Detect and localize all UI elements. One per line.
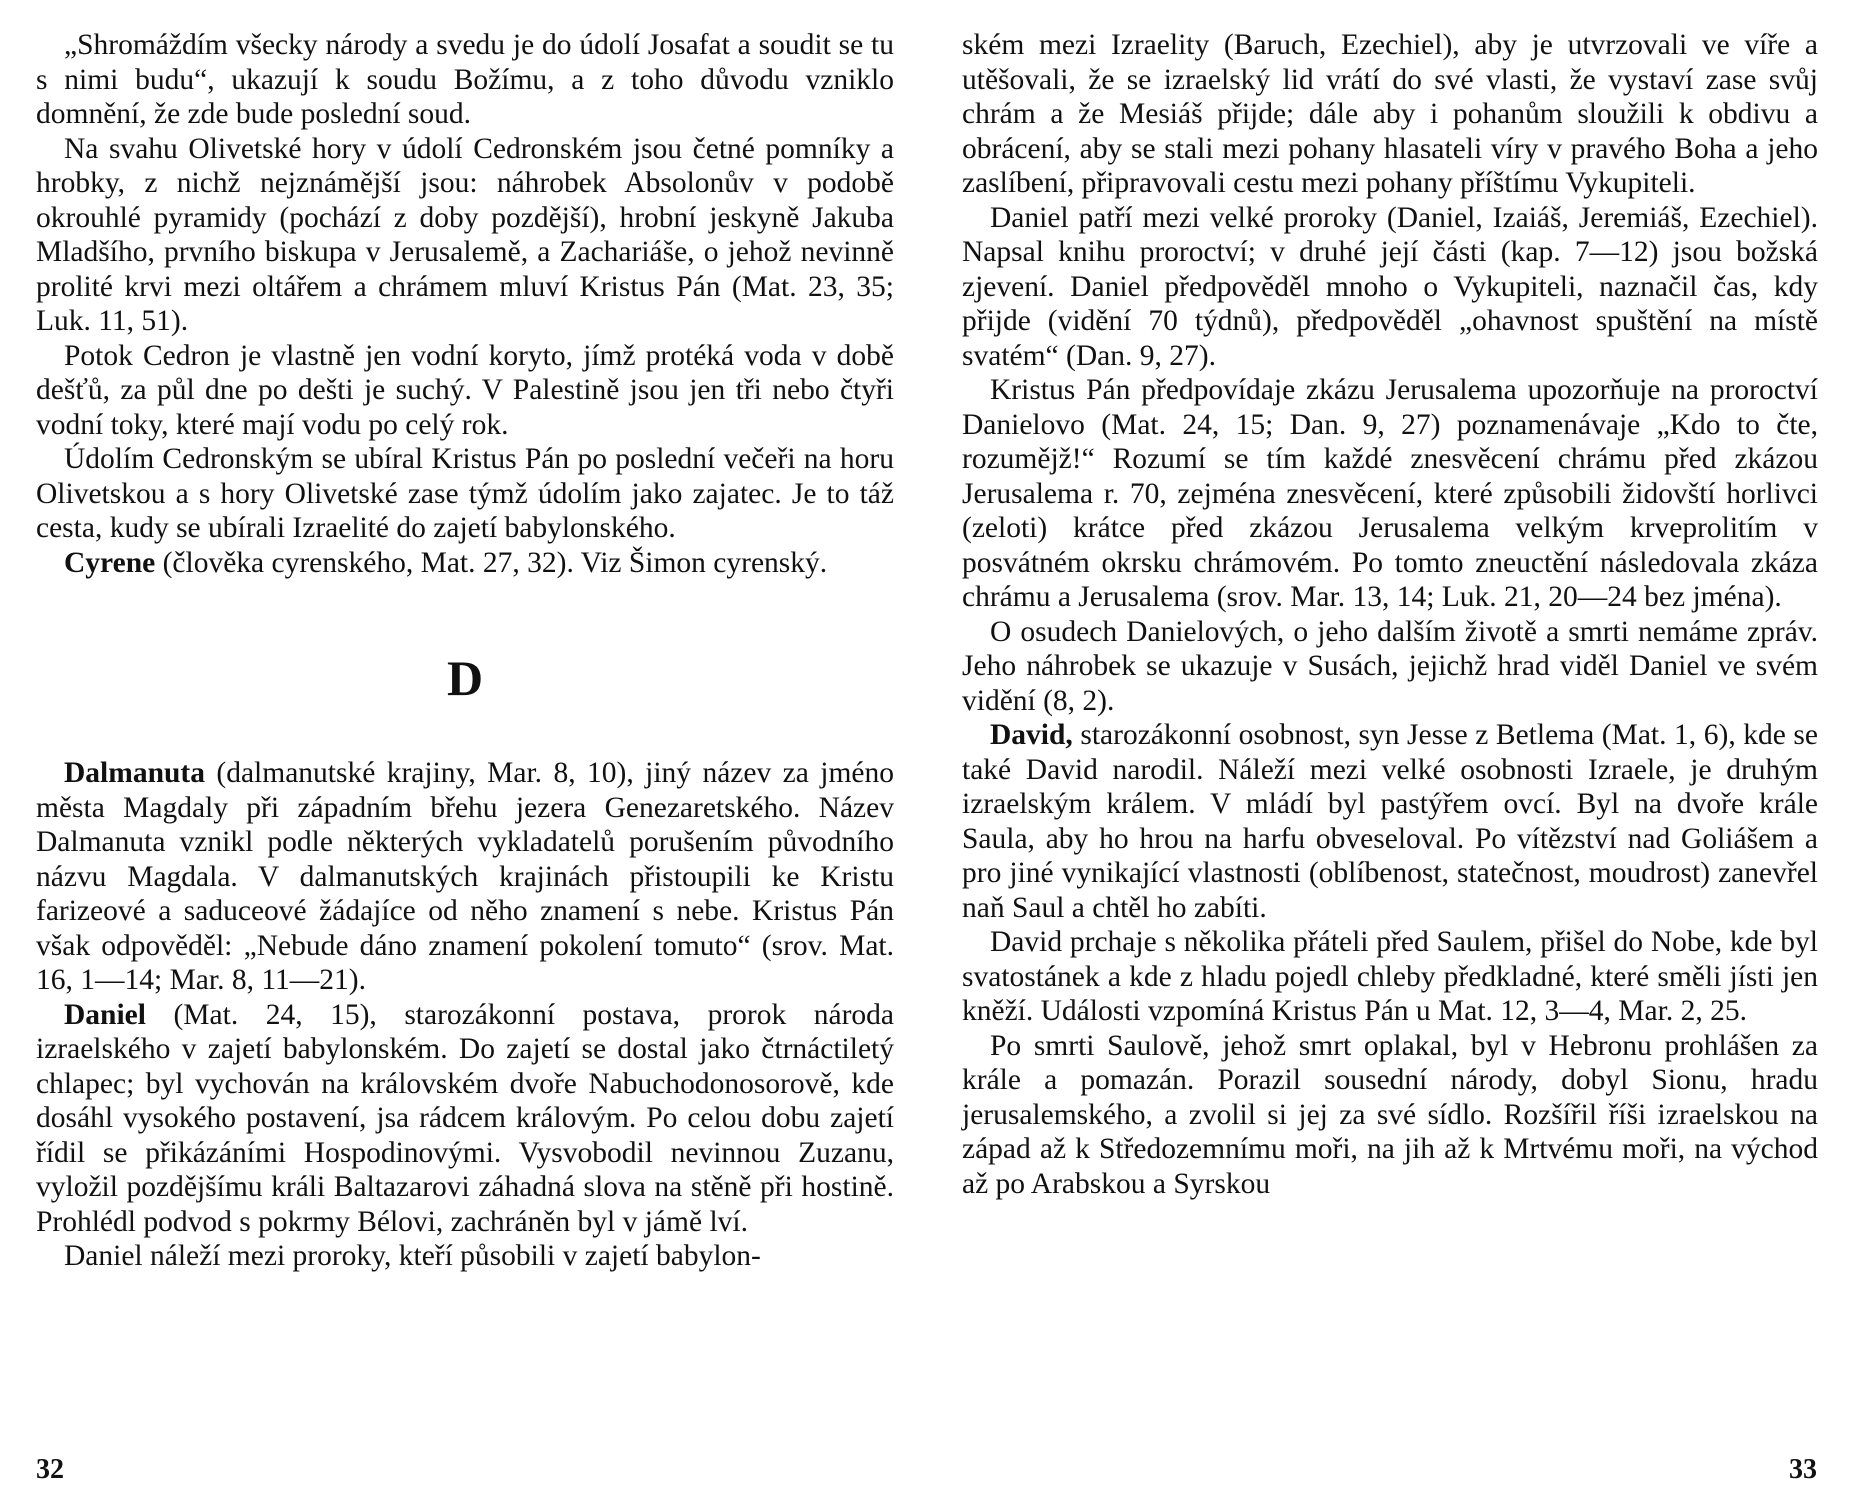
left-page	[36, 28, 894, 1274]
paragraph-text: (dalmanutské krajiny, Mar. 8, 10), jiný název za jméno města Magdaly při západním břehu jezera Genezaretského. Název Dalmanuta vznikl podle některých vykladatelů porušením původního názvu Magdala. V dalmanutských krajinách přistoupili ke Kristu farizeové a saduceové žádajíce od něho znamení s nebe. Kristus Pán však odpověděl: „Nebude dáno znamení pokolení tomuto“ (srov. Mat. 16, 1—14; Mar. 8, 11—21).	[36, 757, 894, 996]
entry-daniel	[36, 998, 894, 1240]
page-number-right: 33	[1789, 1454, 1817, 1485]
paragraph-text: Potok Cedron je vlastně jen vodní koryto, jímž protéká voda v době dešťů, za půl dne po dešti je suchý. V Palestině jsou jen tři nebo čtyři vodní toky, které mají vodu po celý rok.	[36, 339, 894, 441]
paragraph-text: Daniel patří mezi velké proroky (Daniel, Izaiáš, Jeremiáš, Ezechiel). Napsal knihu proroctví; v druhé její části (kap. 7—12) jsou božská zjevení. Daniel předpověděl mnoho o Vykupiteli, naznačil čas, kdy přijde (vidění 70 týdnů), předpověděl „ohavnost spuštění na místě svatém“ (Dan. 9, 27).	[962, 201, 1818, 372]
paragraph	[962, 201, 1818, 374]
paragraph	[962, 925, 1818, 1029]
paragraph-text: starozákonní osobnost, syn Jesse z Betlema (Mat. 1, 6), kde se také David narodil. Náleží mezi velké osobnosti Izraele, je druhým izraelským králem. V mládí byl pastýřem ovcí. Byl na dvoře krále Saula, aby ho hrou na harfu obveseloval. Po vítězství nad Goliášem a pro jiné vynikající vlastnosti (oblíbenost, statečnost, moudrost) zanevřel naň Saul a chtěl ho zabíti.	[962, 719, 1818, 924]
paragraph	[36, 28, 894, 132]
paragraph	[36, 132, 894, 339]
paragraph-text: (člověka cyrenského, Mat. 27, 32). Viz Šimon cyrenský.	[155, 546, 828, 579]
paragraph-text: David prchaje s několika přáteli před Saulem, přišel do Nobe, kde byl svatostánek a kde z hladu pojedl chleby předkladné, které směli jísti jen kněží. Události vzpomíná Kristus Pán u Mat. 12, 3—4, Mar. 2, 25.	[962, 926, 1818, 1027]
paragraph-text: Daniel náleží mezi proroky, kteří působili v zajetí babylon-	[64, 1240, 761, 1272]
paragraph-text: O osudech Danielových, o jeho dalším životě a smrti nemáme zpráv. Jeho náhrobek se ukazuje v Susách, jejichž hrad viděl Daniel ve svém vidění (8, 2).	[962, 615, 1818, 717]
paragraph	[36, 442, 894, 546]
entry-term: David,	[990, 719, 1073, 751]
paragraph	[36, 339, 894, 443]
entry-cyrene	[36, 546, 894, 581]
paragraph-text: Kristus Pán předpovídaje zkázu Jerusalema upozorňuje na proroctví Danielovo (Mat. 24, 15; Dan. 9, 27) poznamenávaje „Kdo to čte, rozumějž!“ Rozumí se tím každé znesvěcení chrámu před zkázou Jerusalema r. 70, zejména znesvěcení, které způsobili židovští horlivci (zeloti) krátce před zkázou Jerusalema velkým krveprolitím v posvátném okrsku chrámovém. Po tomto zneuctění následovala zkáza chrámu a Jerusalema (srov. Mar. 13, 14; Luk. 21, 20—24 bez jména).	[962, 374, 1818, 613]
section-letter-heading: D	[446, 650, 484, 706]
paragraph-text: Na svahu Olivetské hory v údolí Cedronském jsou četné pomníky a hrobky, z nichž nejznámější jsou: náhrobek Absolonův v podobě okrouhlé pyramidy (pochází z doby pozdější), hrobní jeskyně Jakuba Mladšího, prvního biskupa v Jerusalemě, a Zachariáše, o jehož nevinně prolité krvi mezi oltářem a chrámem mluví Kristus Pán (Mat. 23, 35; Luk. 11, 51).	[36, 132, 894, 337]
entry-term: Cyrene	[64, 546, 156, 579]
paragraph	[962, 615, 1818, 719]
paragraph	[962, 373, 1818, 615]
right-page	[962, 28, 1818, 1201]
paragraph-text: „Shromáždím všecky národy a svedu je do údolí Josafat a soudit se tu s nimi budu“, ukazují k soudu Božímu, a z toho důvodu vzniklo domnění, že zde bude poslední soud.	[36, 29, 894, 130]
entry-dalmanuta	[36, 756, 894, 998]
entry-term: Daniel	[64, 998, 146, 1031]
paragraph-text: Po smrti Saulově, jehož smrt oplakal, byl v Hebronu prohlášen za krále a pomazán. Porazil sousední národy, dobyl Sionu, hradu jerusalemského, a zvolil si jej za své sídlo. Rozšířil říši izraelskou na západ až k Středozemnímu moři, na jih až k Mrtvému moři, na východ až po Arabskou a Syrskou	[962, 1029, 1818, 1200]
paragraph-text: ském mezi Izraelity (Baruch, Ezechiel), aby je utvrzovali ve víře a utěšovali, že se izraelský lid vrátí do své vlasti, že vystaví zase svůj chrám a že Mesiáš přijde; dále aby i pohanům sloužili k obdivu a obrácení, aby se stali mezi pohany hlasateli víry v pravého Boha a jeho zaslíbení, připravovali cestu mezi pohany příštímu Vykupiteli.	[962, 29, 1818, 199]
paragraph-text: (Mat. 24, 15), starozákonní postava, prorok národa izraelského v zajetí babylonském. Do zajetí se dostal jako čtrnáctiletý chlapec; byl vychován na královském dvoře Nabuchodonosorově, kde dosáhl vysokého postavení, jsa rádcem královým. Po celou dobu zajetí řídil se přikázáními Hospodinovými. Vysvobodil nevinnou Zuzanu, vyložil pozdějšímu králi Baltazarovi záhadná slova na stěně při hostině. Prohlédl podvod s pokrmy Bélovi, zachráněn byl v jámě lví.	[36, 998, 894, 1238]
paragraph	[962, 28, 1818, 201]
paragraph	[36, 1239, 894, 1274]
entry-term: Dalmanuta	[64, 757, 205, 789]
entry-david	[962, 718, 1818, 925]
paragraph	[962, 1029, 1818, 1202]
paragraph-text: Údolím Cedronským se ubíral Kristus Pán po poslední večeři na horu Olivetskou a s hory Olivetské zase týmž údolím jako zajatec. Je to táž cesta, kudy se ubírali Izraelité do zajetí babylonského.	[36, 443, 894, 544]
page-number-left: 32	[36, 1454, 64, 1485]
